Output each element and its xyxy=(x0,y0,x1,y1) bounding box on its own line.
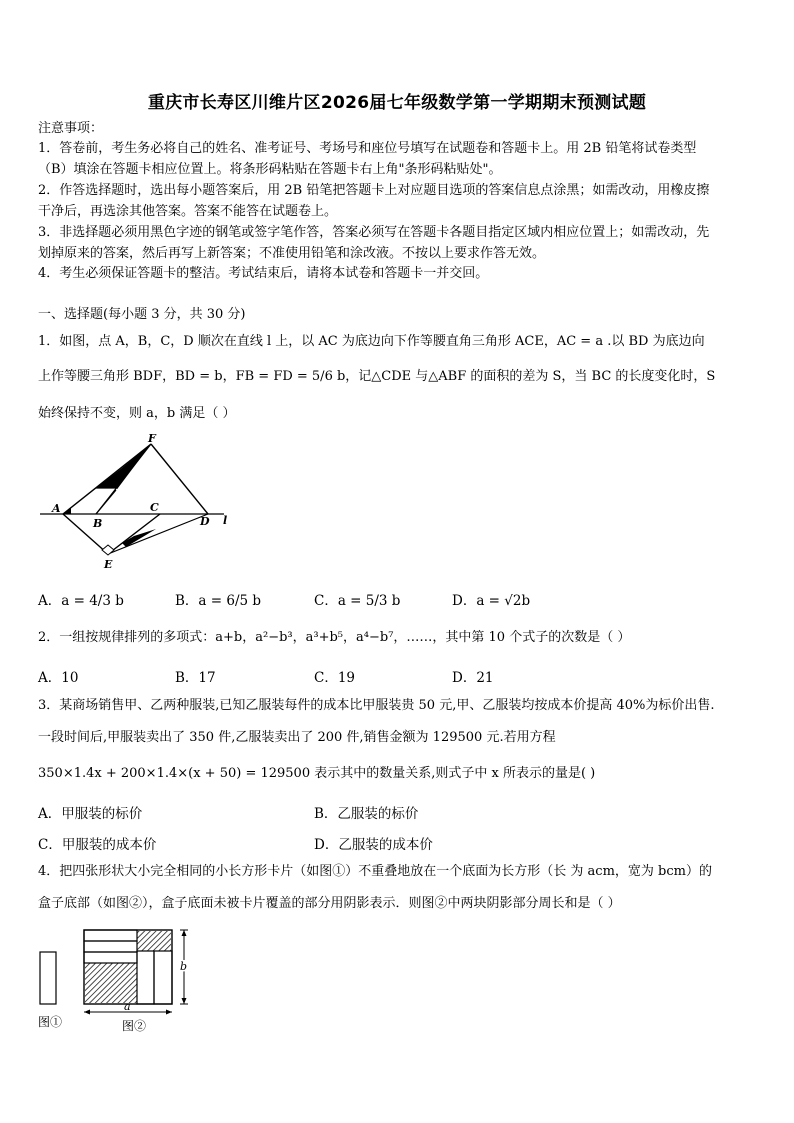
label-B: B xyxy=(93,517,103,530)
notice-line-2: （B）填涂在答题卡相应位置上。将条形码粘贴在答题卡右上角"条形码粘贴处"。 xyxy=(38,162,502,177)
q3-line-1: 3．某商场销售甲、乙两种服装,已知乙服装每件的成本比甲服装贵 50 元,甲、乙服装均按成本价提高 40%为标价出售. xyxy=(38,698,715,713)
q1-line-3: 始终保持不变，则 a，b 满足（ ） xyxy=(38,406,236,421)
notice-line-5: 3．非选择题必须用黑色字迹的钢笔或签字笔作答，答案必须写在答题卡各题目指定区域内相应位置上；如需改动，先 xyxy=(38,225,710,240)
section-heading: 一、选择题(每小题 3 分，共 30 分) xyxy=(38,307,246,322)
q1-option-d[interactable]: D．a = √2b xyxy=(452,593,531,609)
q4-figure xyxy=(36,926,206,1036)
q1-line-2: 上作等腰三角形 BDF，BD = b，FB = FD = 5/6 b，记△CDE 与△ABF 的面积的差为 S，当 BC 的长度变化时，S xyxy=(38,369,716,384)
label-l: l xyxy=(223,514,228,527)
q1-option-b[interactable]: B．a = 6/5 b xyxy=(175,593,262,609)
label-C: C xyxy=(150,501,159,514)
fig2-label: 图② xyxy=(122,1019,147,1033)
q1-option-c[interactable]: C．a = 5/3 b xyxy=(314,593,401,609)
dim-b-label: b xyxy=(180,960,188,973)
q3-line-2: 一段时间后,甲服装卖出了 350 件,乙服装卖出了 200 件,销售金额为 129500 元.若用方程 xyxy=(38,730,556,745)
q3-option-d[interactable]: D．乙服装的成本价 xyxy=(314,837,433,853)
q3-option-b[interactable]: B．乙服装的标价 xyxy=(314,806,419,822)
label-F: F xyxy=(148,432,156,445)
q1-figure xyxy=(38,432,238,574)
shaded-bottom xyxy=(85,963,137,1003)
card-rect xyxy=(40,952,56,1004)
q4-line-2: 盒子底部（如图②），盒子底面未被卡片覆盖的部分用阴影表示．则图②中两块阴影部分周长和是（ ） xyxy=(38,896,621,911)
q3-option-c[interactable]: C．甲服装的成本价 xyxy=(38,837,157,853)
exam-title: 重庆市长寿区川维片区2026届七年级数学第一学期期末预测试题 xyxy=(147,93,647,113)
notice-line-1: 1．答卷前，考生务必将自己的姓名、准考证号、考场号和座位号填写在试题卷和答题卡上。用 2B 铅笔将试卷类型 xyxy=(38,141,697,156)
q1-line-1: 1．如图，点 A，B，C，D 顺次在直线 l 上，以 AC 为底边向下作等腰直角三角形 ACE，AC = a .以 BD 为底边向 xyxy=(38,334,705,349)
q2-option-b[interactable]: B．17 xyxy=(175,670,216,686)
notice-line-4: 干净后，再选涂其他答案。答案不能答在试题卷上。 xyxy=(38,204,338,219)
notice-heading: 注意事项： xyxy=(38,121,104,136)
q2-option-c[interactable]: C．19 xyxy=(314,670,356,686)
q2-option-a[interactable]: A．10 xyxy=(38,670,79,686)
label-A: A xyxy=(52,502,61,515)
q1-option-a[interactable]: A．a = 4/3 b xyxy=(38,593,124,609)
label-E: E xyxy=(104,558,113,571)
q3-line-3: 350×1.4x + 200×1.4×(x + 50) = 129500 表示其中的数量关系,则式子中 x 所表示的量是( ) xyxy=(38,766,596,781)
dim-a-label: a xyxy=(124,1000,131,1013)
q3-option-a[interactable]: A．甲服装的标价 xyxy=(38,806,143,822)
fig1-label: 图① xyxy=(38,1015,63,1029)
notice-line-6: 划掉原来的答案，然后再写上新答案；不准使用铅笔和涂改液。不按以上要求作答无效。 xyxy=(38,246,546,261)
label-D: D xyxy=(200,515,210,528)
q4-line-1: 4．把四张形状大小完全相同的小长方形卡片（如图①）不重叠地放在一个底面为长方形（长 为 acm，宽为 bcm）的 xyxy=(38,864,712,879)
shaded-top xyxy=(137,931,171,951)
notice-line-3: 2．作答选择题时，选出每小题答案后，用 2B 铅笔把答题卡上对应题目选项的答案信息点涂黑；如需改动，用橡皮擦 xyxy=(38,183,710,198)
q2-option-d[interactable]: D．21 xyxy=(452,670,494,686)
notice-line-7: 4．考生必须保证答题卡的整洁。考试结束后，请将本试卷和答题卡一并交回。 xyxy=(38,266,489,281)
q2-line-1: 2．一组按规律排列的多项式：a+b，a²−b³，a³+b⁵，a⁴−b⁷，……，其中第 10 个式子的次数是（ ） xyxy=(38,630,631,645)
